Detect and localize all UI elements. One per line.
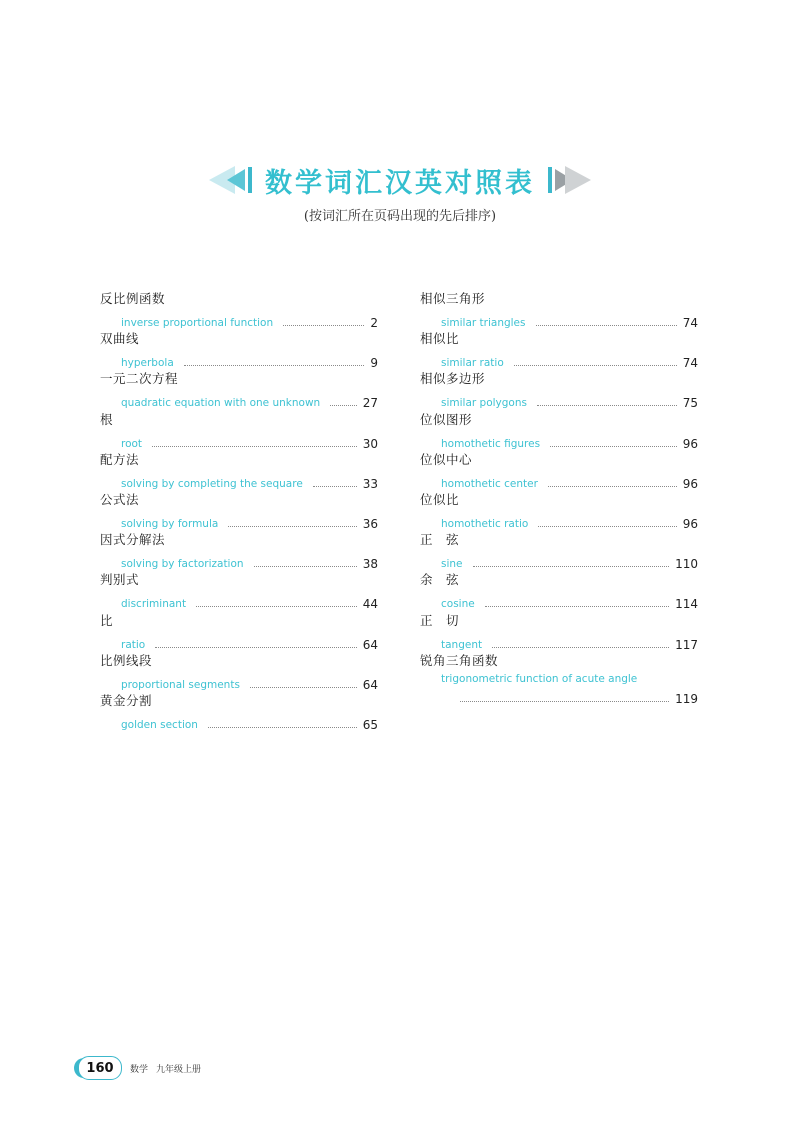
vocabulary-entry	[420, 571, 698, 611]
vocabulary-entry	[420, 411, 698, 451]
english-term: solving by completing the sequare	[121, 477, 303, 490]
chinese-term: 比	[100, 612, 114, 628]
vocabulary-entry	[100, 531, 378, 571]
page-ref: 64	[362, 637, 378, 652]
english-term: trigonometric function of acute angle	[441, 672, 638, 685]
vocabulary-entry	[100, 612, 378, 652]
leader-dots	[313, 485, 357, 487]
left-arrow-decoration-inner	[227, 169, 245, 191]
page-ref: 64	[362, 677, 378, 692]
leader-dots	[196, 605, 357, 607]
chinese-term: 相似三角形	[420, 291, 486, 306]
english-term: golden section	[121, 718, 198, 731]
page-ref: 96	[682, 476, 698, 491]
page-ref: 74	[682, 316, 698, 330]
leader-dots	[537, 404, 677, 406]
page-ref: 44	[362, 597, 378, 612]
page-footer	[78, 1055, 209, 1081]
vocabulary-entry	[100, 330, 378, 370]
english-term: homothetic ratio	[441, 517, 529, 530]
leader-dots	[460, 700, 669, 702]
leader-dots	[473, 565, 670, 567]
page-ref: 65	[362, 717, 378, 732]
page-ref: 74	[682, 356, 698, 371]
english-term: inverse proportional function	[121, 317, 274, 329]
page-ref: 27	[362, 396, 378, 411]
leader-dots	[155, 646, 357, 648]
vocabulary-entry	[100, 652, 378, 692]
vocabulary-entry	[100, 451, 378, 491]
chinese-term: 反比例函数	[100, 291, 166, 306]
chinese-term: 根	[100, 411, 114, 427]
vocabulary-entry	[420, 330, 698, 370]
vocabulary-entry	[420, 491, 698, 531]
book-info	[130, 1062, 209, 1075]
english-term: similar triangles	[441, 317, 526, 329]
chinese-term: 正 弦	[420, 532, 460, 548]
chinese-term: 一元二次方程	[100, 371, 179, 387]
leader-dots	[208, 726, 357, 728]
english-term: discriminant	[121, 598, 187, 611]
chinese-term: 锐角三角函数	[420, 652, 499, 668]
right-bar-decoration	[548, 167, 552, 193]
chinese-term: 位似中心	[420, 451, 473, 467]
leader-dots	[485, 605, 669, 607]
vocabulary-entry	[420, 652, 698, 708]
english-term: solving by formula	[121, 517, 219, 530]
english-term: homothetic center	[441, 477, 538, 490]
english-term: similar polygons	[441, 397, 527, 410]
vocabulary-column-right	[420, 290, 698, 708]
english-term: solving by factorization	[121, 558, 244, 571]
page-ref: 2	[370, 316, 378, 330]
vocabulary-entry	[420, 451, 698, 491]
page-ref: 75	[682, 396, 698, 411]
leader-dots	[228, 525, 356, 527]
leader-dots	[283, 324, 364, 326]
left-bar-decoration	[248, 167, 252, 193]
english-term: proportional segments	[121, 678, 240, 691]
vocabulary-entry	[420, 370, 698, 410]
leader-dots	[152, 445, 357, 447]
vocabulary-entry	[100, 411, 378, 451]
title-banner	[0, 160, 800, 200]
english-term: root	[121, 437, 143, 450]
english-term: sine	[441, 558, 463, 571]
page-ref: 96	[682, 516, 698, 531]
page-ref: 110	[675, 557, 698, 572]
leader-dots	[538, 525, 676, 527]
leader-dots	[254, 565, 357, 567]
chinese-term: 相似多边形	[420, 371, 486, 387]
chinese-term: 位似图形	[420, 411, 473, 427]
english-term: ratio	[121, 638, 146, 651]
page-title: 数学词汇汉英对照表	[265, 167, 535, 199]
leader-dots	[514, 364, 677, 366]
book-grade: 九年级上册	[156, 1064, 202, 1075]
page-ref: 30	[362, 436, 378, 451]
vocabulary-entry	[100, 370, 378, 410]
page-ref: 33	[362, 476, 378, 491]
leader-dots	[548, 485, 677, 487]
english-term: hyperbola	[121, 357, 174, 370]
chinese-term: 黄金分割	[100, 692, 153, 708]
page-ref: 36	[362, 516, 378, 531]
english-term: tangent	[441, 638, 483, 651]
page-number-badge	[78, 1056, 122, 1080]
vocabulary-entry	[420, 612, 698, 652]
chinese-term: 判别式	[100, 572, 140, 588]
page-ref: 96	[682, 436, 698, 451]
vocabulary-entry	[100, 290, 378, 330]
vocabulary-entry	[100, 692, 378, 732]
page-ref: 38	[362, 557, 378, 572]
right-arrow-decoration	[565, 166, 591, 194]
english-term: quadratic equation with one unknown	[121, 397, 321, 410]
chinese-term: 位似比	[420, 491, 460, 507]
chinese-term: 余 弦	[420, 572, 460, 588]
chinese-term: 比例线段	[100, 652, 153, 668]
vocabulary-entry	[100, 491, 378, 531]
english-term: cosine	[441, 598, 475, 611]
chinese-term: 因式分解法	[100, 532, 166, 548]
leader-dots	[492, 646, 669, 648]
page-number: 160	[78, 1056, 122, 1080]
page-ref: 117	[675, 637, 698, 652]
leader-dots	[330, 404, 357, 406]
english-term: homothetic figures	[441, 437, 541, 450]
leader-dots	[536, 324, 677, 326]
book-subject: 数学	[130, 1064, 149, 1075]
chinese-term: 相似比	[420, 331, 460, 347]
page-ref: 119	[675, 691, 698, 706]
page-subtitle: (按词汇所在页码出现的先后排序)	[303, 209, 497, 224]
vocabulary-entry	[420, 531, 698, 571]
english-term: similar ratio	[441, 357, 504, 370]
vocabulary-column-left	[100, 290, 378, 732]
chinese-term: 双曲线	[100, 331, 140, 347]
leader-dots	[184, 364, 365, 366]
chinese-term: 公式法	[100, 491, 140, 507]
vocabulary-entry	[420, 290, 698, 330]
chinese-term: 配方法	[100, 451, 140, 467]
page-ref: 114	[675, 597, 698, 612]
page-ref: 9	[370, 356, 378, 371]
chinese-term: 正 切	[420, 612, 460, 628]
vocabulary-entry	[100, 571, 378, 611]
leader-dots	[250, 686, 357, 688]
leader-dots	[550, 445, 677, 447]
